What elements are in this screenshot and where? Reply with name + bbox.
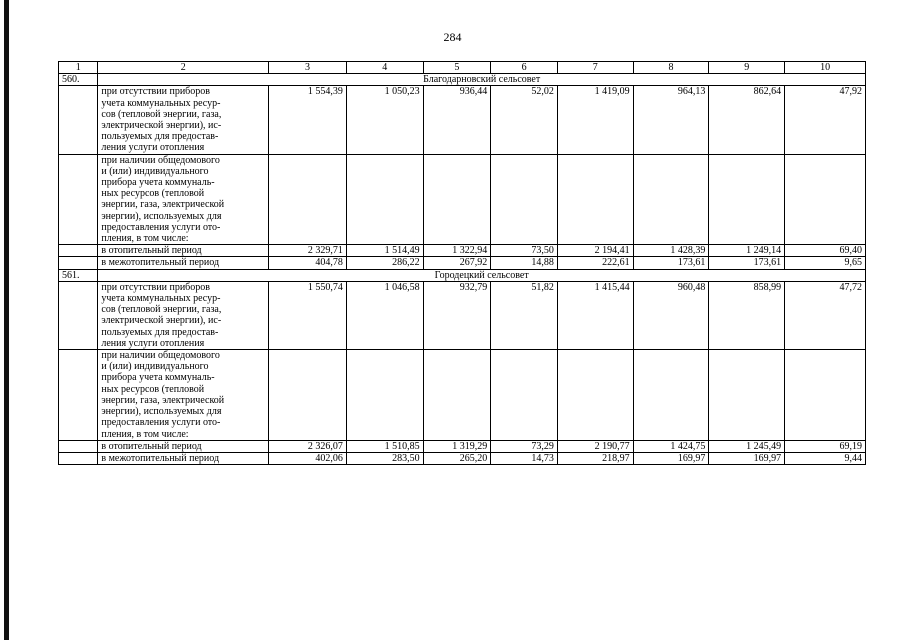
- description-line: при отсутствии приборов: [101, 86, 210, 98]
- column-number: 1: [59, 62, 98, 74]
- value-cell: 69,40: [785, 245, 866, 257]
- table-row: [59, 257, 866, 269]
- value-cell: 222,61: [557, 257, 633, 269]
- value-cell: 404,78: [269, 257, 347, 269]
- value-cell: 1 550,74: [269, 281, 347, 349]
- value-cell: 265,20: [423, 452, 491, 464]
- value-cell: 14,73: [491, 452, 558, 464]
- value-cell: 9,44: [785, 452, 866, 464]
- value-cell: 1 514,49: [346, 245, 423, 257]
- value-cell: 173,61: [709, 257, 785, 269]
- column-number: 2: [98, 62, 269, 74]
- value-cell: 1 428,39: [633, 245, 709, 257]
- row-description: [98, 440, 269, 452]
- section-header-row: [59, 269, 866, 281]
- empty-number-cell: [59, 257, 98, 269]
- description-line: ления услуги отопления: [101, 337, 205, 349]
- description-line: при наличии общедомового: [101, 350, 220, 362]
- description-line: энергии, газа, электрической: [101, 199, 225, 211]
- value-cell: 1 245,49: [709, 440, 785, 452]
- description-line: ных ресурсов (тепловой: [101, 383, 205, 395]
- column-number: 9: [709, 62, 785, 74]
- column-number: 6: [491, 62, 558, 74]
- value-cell: 964,13: [633, 86, 709, 154]
- empty-number-cell: [59, 245, 98, 257]
- description-line: при наличии общедомового: [101, 154, 220, 166]
- value-cell: 47,92: [785, 86, 866, 154]
- value-cell: 51,82: [491, 281, 558, 349]
- row-description: [98, 350, 269, 441]
- value-cell: 2 190,77: [557, 440, 633, 452]
- column-number: 4: [346, 62, 423, 74]
- value-cell: [491, 350, 558, 441]
- description-line: электрической энергии), ис-: [101, 315, 222, 327]
- table-row: [59, 350, 866, 441]
- description-line: в отопительный период: [101, 245, 202, 257]
- value-cell: 73,29: [491, 440, 558, 452]
- description-line: учета коммунальных ресур-: [101, 293, 221, 305]
- value-cell: 267,92: [423, 257, 491, 269]
- value-cell: 1 424,75: [633, 440, 709, 452]
- value-cell: 402,06: [269, 452, 347, 464]
- value-cell: [633, 154, 709, 245]
- description-line: электрической энергии), ис-: [101, 120, 222, 132]
- table-row: [59, 86, 866, 154]
- value-cell: [346, 154, 423, 245]
- value-cell: [269, 154, 347, 245]
- row-description: [98, 257, 269, 269]
- description-line: в отопительный период: [101, 440, 202, 452]
- description-line: и (или) индивидуального: [101, 361, 209, 373]
- value-cell: 73,50: [491, 245, 558, 257]
- binding-edge: [4, 0, 9, 640]
- value-cell: 218,97: [557, 452, 633, 464]
- value-cell: 52,02: [491, 86, 558, 154]
- row-description: [98, 245, 269, 257]
- column-number: 10: [785, 62, 866, 74]
- empty-number-cell: [59, 452, 98, 464]
- value-cell: 932,79: [423, 281, 491, 349]
- value-cell: 69,19: [785, 440, 866, 452]
- empty-number-cell: [59, 86, 98, 154]
- column-number: 7: [557, 62, 633, 74]
- description-line: сов (тепловой энергии, газа,: [101, 108, 222, 120]
- value-cell: 1 050,23: [346, 86, 423, 154]
- value-cell: [709, 350, 785, 441]
- value-cell: 173,61: [633, 257, 709, 269]
- description-line: пления, в том числе:: [101, 428, 189, 440]
- section-title: Благодарновский сельсовет: [98, 74, 866, 86]
- description-line: сов (тепловой энергии, газа,: [101, 304, 222, 316]
- column-number: 8: [633, 62, 709, 74]
- empty-number-cell: [59, 154, 98, 245]
- description-line: прибора учета коммуналь-: [101, 372, 215, 384]
- section-header-row: [59, 74, 866, 86]
- row-description: [98, 452, 269, 464]
- description-line: предоставления услуги ото-: [101, 417, 221, 429]
- section-title: Городецкий сельсовет: [98, 269, 866, 281]
- value-cell: 9,65: [785, 257, 866, 269]
- section-number: 561.: [59, 269, 98, 281]
- value-cell: 169,97: [633, 452, 709, 464]
- page-number: 284: [443, 30, 462, 44]
- column-number: 5: [423, 62, 491, 74]
- section-number: 560.: [59, 74, 98, 86]
- description-line: при отсутствии приборов: [101, 281, 210, 293]
- value-cell: 1 249,14: [709, 245, 785, 257]
- value-cell: 2 329,71: [269, 245, 347, 257]
- value-cell: 2 326,07: [269, 440, 347, 452]
- value-cell: 858,99: [709, 281, 785, 349]
- value-cell: 2 194,41: [557, 245, 633, 257]
- value-cell: 1 415,44: [557, 281, 633, 349]
- empty-number-cell: [59, 440, 98, 452]
- value-cell: 14,88: [491, 257, 558, 269]
- value-cell: 47,72: [785, 281, 866, 349]
- table-row: [59, 245, 866, 257]
- description-line: в межотопительный период: [101, 257, 220, 269]
- row-description: [98, 281, 269, 349]
- value-cell: 286,22: [346, 257, 423, 269]
- table-row: [59, 440, 866, 452]
- row-description: [98, 154, 269, 245]
- empty-number-cell: [59, 350, 98, 441]
- value-cell: [491, 154, 558, 245]
- value-cell: [785, 350, 866, 441]
- value-cell: 1 322,94: [423, 245, 491, 257]
- table-row: [59, 281, 866, 349]
- value-cell: 936,44: [423, 86, 491, 154]
- table-row: [59, 154, 866, 245]
- value-cell: 960,48: [633, 281, 709, 349]
- table-row: [59, 452, 866, 464]
- value-cell: 1 419,09: [557, 86, 633, 154]
- description-line: учета коммунальных ресур-: [101, 97, 221, 109]
- description-line: пользуемых для предостав-: [101, 326, 219, 338]
- column-number-row: [59, 62, 866, 74]
- value-cell: [346, 350, 423, 441]
- value-cell: [633, 350, 709, 441]
- value-cell: [557, 154, 633, 245]
- value-cell: [557, 350, 633, 441]
- description-line: энергии, газа, электрической: [101, 394, 225, 406]
- value-cell: 862,64: [709, 86, 785, 154]
- description-line: энергии), используемых для: [101, 210, 222, 222]
- description-line: предоставления услуги ото-: [101, 221, 221, 233]
- description-line: и (или) индивидуального: [101, 165, 209, 177]
- value-cell: 1 046,58: [346, 281, 423, 349]
- description-line: прибора учета коммуналь-: [101, 177, 215, 189]
- value-cell: 1 554,39: [269, 86, 347, 154]
- description-line: пользуемых для предостав-: [101, 131, 219, 143]
- value-cell: [709, 154, 785, 245]
- row-description: [98, 86, 269, 154]
- description-line: ления услуги отопления: [101, 142, 205, 154]
- value-cell: [269, 350, 347, 441]
- value-cell: 169,97: [709, 452, 785, 464]
- value-cell: 1 319,29: [423, 440, 491, 452]
- value-cell: [785, 154, 866, 245]
- tariff-table: [58, 61, 866, 465]
- value-cell: 283,50: [346, 452, 423, 464]
- value-cell: [423, 154, 491, 245]
- description-line: ных ресурсов (тепловой: [101, 188, 205, 200]
- value-cell: [423, 350, 491, 441]
- description-line: в межотопительный период: [101, 452, 220, 464]
- value-cell: 1 510,85: [346, 440, 423, 452]
- description-line: пления, в том числе:: [101, 233, 189, 245]
- empty-number-cell: [59, 281, 98, 349]
- description-line: энергии), используемых для: [101, 406, 222, 418]
- column-number: 3: [269, 62, 347, 74]
